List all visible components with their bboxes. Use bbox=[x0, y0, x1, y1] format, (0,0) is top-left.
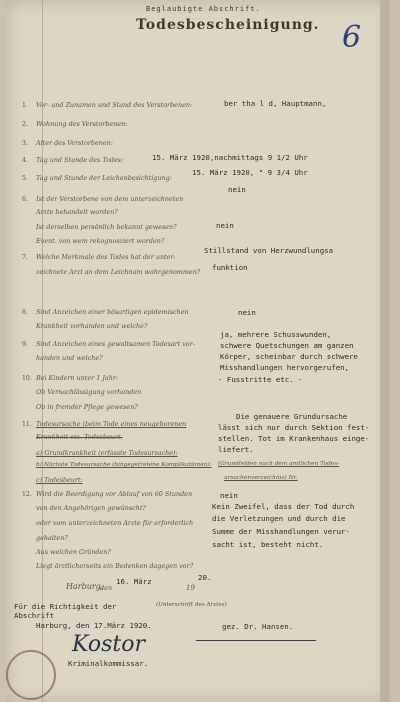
q6-line: Event. von wem rekognosziert worden? bbox=[36, 237, 165, 245]
q11-line: a) Grundkrankheit (erfasste Todesursache): bbox=[36, 449, 178, 457]
row-value: ber tha l d, Hauptmann, bbox=[224, 99, 327, 108]
q6-answer: nein bbox=[216, 221, 234, 230]
q10-number: 10. bbox=[22, 375, 32, 382]
document-page bbox=[6, 0, 390, 702]
q11-answer: Die genauere Grundursache bbox=[236, 412, 348, 421]
officer-handwritten-signature: Kostor bbox=[72, 632, 145, 657]
signature-caption: (Unterschrift des Arztes) bbox=[156, 602, 227, 608]
q8-answer: nein bbox=[238, 308, 256, 317]
footer-year-suffix: 20. bbox=[198, 573, 212, 582]
q11-line: Todesursache (beim Tode eines neugeborenen bbox=[36, 420, 187, 428]
q12-answer: sacht ist, besteht nicht. bbox=[212, 540, 324, 549]
q9-answer: Misshandlungen hervorgerufen, bbox=[220, 363, 350, 372]
official-stamp bbox=[6, 650, 56, 700]
footer-date: 16. März bbox=[116, 577, 152, 586]
row-value: 15. März 1920, " 9 3/4 Uhr bbox=[192, 168, 308, 177]
q12-line: oder vom unterzeichneten Arzte für erforderlich bbox=[36, 519, 194, 527]
q12-line: von den Angehörigen gewünscht? bbox=[36, 504, 146, 512]
row-value: 15. März 1920,nachmittags 9 1/2 Uhr bbox=[152, 153, 308, 162]
q7-answer: funktion bbox=[212, 263, 248, 272]
q12-answer: Kein Zweifel, dass der Tod durch bbox=[212, 502, 355, 511]
q9-answer: schwere Quetschungen am ganzen bbox=[220, 341, 354, 350]
q7-number: 7. bbox=[22, 254, 28, 261]
q6-number: 6. bbox=[22, 196, 28, 203]
q7-answer: Stillstand von Herzwundlungsa bbox=[204, 246, 334, 255]
q10-line: Bei Kindern unter 1 Jahr: bbox=[36, 374, 119, 382]
footer-den: den bbox=[100, 584, 112, 592]
q11-line: b) Nächste Todesursache (hingegetretene Komplikationen): bbox=[36, 462, 212, 468]
q10-line: Ob Vernachlässigung vorhanden bbox=[36, 388, 142, 396]
q9-line: Sind Anzeichen eines gewaltsamen Todesart vor- bbox=[36, 340, 195, 348]
row-number: 2. bbox=[22, 121, 28, 128]
q12-line: Aus welchen Gründen? bbox=[36, 548, 111, 556]
q9-line: handen und welche? bbox=[36, 354, 103, 362]
q6-line: Arzte behandelt worden? bbox=[36, 208, 118, 216]
q10-line: Ob in fremder Pflege gewesen? bbox=[36, 403, 138, 411]
q11-number: 11. bbox=[22, 421, 32, 428]
q12-number: 12. bbox=[22, 491, 32, 498]
row-label: Wohnung des Verstorbenen: bbox=[36, 120, 128, 128]
officer-title: Kriminalkommissar. bbox=[68, 659, 149, 668]
q6-line: Ist der Verstorbene von dem unterzeichneten bbox=[36, 195, 184, 203]
q11-line: Krankheit etc. Todesbeurt. bbox=[36, 433, 123, 441]
certified-copy-heading: Beglaubigte Abschrift. bbox=[146, 5, 261, 13]
footer-year-prefix: 19 bbox=[186, 584, 195, 592]
footer-place: Harburg, bbox=[66, 582, 104, 591]
q8-line: Sind Anzeichen einer bösartigen epidemischen bbox=[36, 308, 189, 316]
q12-line: Wird die Beerdigung vor Ablauf von 60 Stunden bbox=[36, 490, 193, 498]
q6-line: Ist derselben persönlich bekannt gewesen? bbox=[36, 223, 177, 231]
q12-line: Liegt ärztlicherseits ein Bedenken dagegen vor? bbox=[36, 562, 194, 570]
q9-number: 9. bbox=[22, 341, 28, 348]
q11-side-note: ursachenverzeichnis) Nr. bbox=[224, 475, 298, 481]
q7-line: Welche Merkmale des Todes hat der unter- bbox=[36, 253, 176, 261]
row-number: 3. bbox=[22, 140, 28, 147]
q12-answer: nein bbox=[220, 491, 238, 500]
document-title: Todesbescheinigung. bbox=[136, 17, 320, 33]
row-label: Vor- und Zunamen und Stand des Verstorbenen: bbox=[36, 101, 193, 109]
q9-answer: - Fusstritte etc. - bbox=[218, 375, 303, 384]
page-number-handwritten: 6 bbox=[342, 20, 362, 55]
certification-line-2: Abschrift bbox=[14, 611, 55, 620]
q11-line: c) Todesbeurt: bbox=[36, 476, 83, 484]
row-number: 5. bbox=[22, 175, 28, 182]
doctor-signature: gez. Dr. Hansen. bbox=[222, 622, 294, 631]
q11-side-note: (Grundleiden nach dem amtlichen Todes- bbox=[218, 461, 340, 467]
q11-answer: stellen. Tot im Krankenhaus einge- bbox=[218, 434, 370, 443]
certification-line-3: Harburg, den 17.März 1920. bbox=[36, 621, 152, 630]
q9-answer: ja, mehrere Schusswunden, bbox=[220, 330, 332, 339]
q9-answer: Körper, scheinbar durch schwere bbox=[220, 352, 358, 361]
q12-answer: Summe der Misshandlungen verur- bbox=[212, 527, 350, 536]
certification-line-1: Für die Richtigkeit der bbox=[14, 602, 117, 611]
q11-answer: liefert. bbox=[218, 445, 254, 454]
q6-answer: nein bbox=[228, 185, 246, 194]
row-number: 1. bbox=[22, 102, 28, 109]
row-label: Tag und Stunde des Todes: bbox=[36, 156, 124, 164]
signature-stroke bbox=[196, 640, 316, 641]
q7-line: zeichnete Arzt an dem Leichnam wahrgenommen? bbox=[36, 268, 201, 276]
q12-answer: die Verletzungen und durch die bbox=[212, 514, 346, 523]
page-edge bbox=[380, 0, 390, 702]
q8-number: 8. bbox=[22, 309, 28, 316]
q11-answer: lässt sich nur durch Sektion fest- bbox=[218, 423, 370, 432]
row-label: Tag und Stunde der Leichenbesichtigung: bbox=[36, 174, 172, 182]
q12-line: gehalten? bbox=[36, 534, 68, 542]
row-number: 4. bbox=[22, 157, 28, 164]
row-label: Alter des Verstorbenen: bbox=[36, 139, 113, 147]
q8-line: Krankheit vorhanden und welche? bbox=[36, 322, 148, 330]
